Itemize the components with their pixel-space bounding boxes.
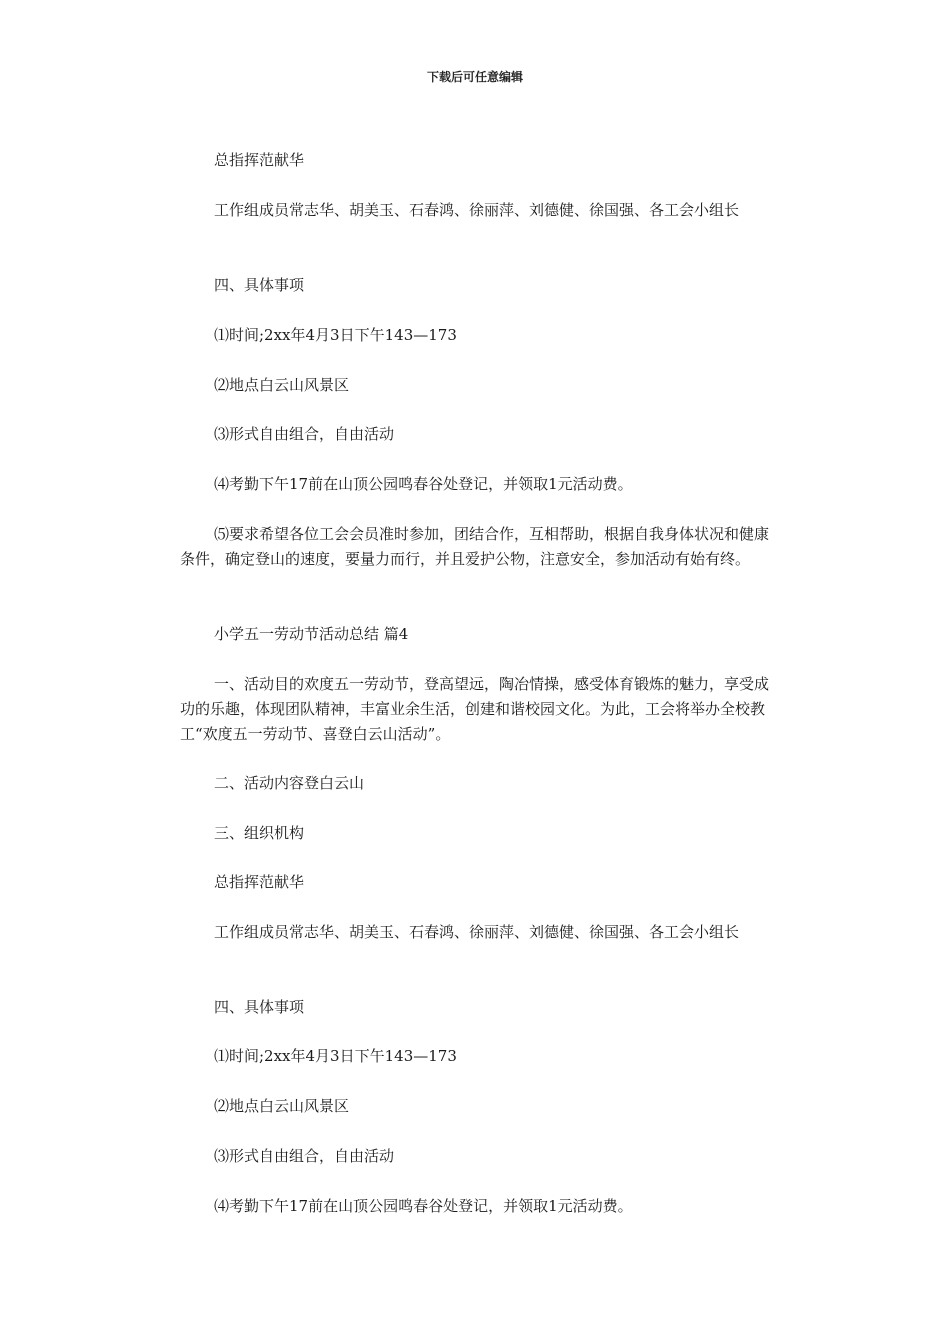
paragraph-commander: 总指挥范献华 [214, 151, 305, 169]
paragraph-content: 二、活动内容登白云山 [214, 774, 365, 792]
paragraph-item-form: ⑶形式自由组合，自由活动 [214, 425, 395, 443]
paragraph-item-attendance-2: ⑷考勤下午17前在山顶公园鸣春谷处登记，并领取1元活动费。 [214, 1197, 633, 1215]
paragraph-item-time: ⑴时间;2xx年4月3日下午143—173 [214, 326, 457, 344]
paragraph-item-time-2: ⑴时间;2xx年4月3日下午143—173 [214, 1047, 457, 1065]
paragraph-work-group-2: 工作组成员常志华、胡美玉、石春鸿、徐丽萍、刘德健、徐国强、各工会小组长 [214, 923, 740, 941]
paragraph-item-attendance: ⑷考勤下午17前在山顶公园鸣春谷处登记，并领取1元活动费。 [214, 475, 633, 493]
page-header: 下载后可任意编辑 [426, 70, 523, 84]
paragraph-purpose: 一、活动目的欢度五一劳动节，登高望远，陶冶情操，感受体育锻炼的魅力，享受成功的乐趣，体现团队精神，丰富业余生活，创建和谐校园文化。为此，工会将举办全校教工“欢度五一劳动节、喜登白云山活动”。 [180, 675, 770, 743]
paragraph-work-group: 工作组成员常志华、胡美玉、石春鸿、徐丽萍、刘德健、徐国强、各工会小组长 [214, 201, 740, 219]
paragraph-organization: 三、组织机构 [214, 824, 305, 842]
paragraph-item-location-2: ⑵地点白云山风景区 [214, 1097, 350, 1115]
paragraph-item-form-2: ⑶形式自由组合，自由活动 [214, 1147, 395, 1165]
paragraph-item-requirements: ⑸要求希望各位工会会员准时参加，团结合作，互相帮助，根据自我身体状况和健康条件，确定登山的速度，要量力而行，并且爱护公物，注意安全，参加活动有始有终。 [180, 525, 770, 568]
section-heading-details-2: 四、具体事项 [214, 998, 305, 1016]
paragraph-item-location: ⑵地点白云山风景区 [214, 376, 350, 394]
section-heading-details: 四、具体事项 [214, 276, 305, 294]
paragraph-commander-2: 总指挥范献华 [214, 873, 305, 891]
section-title-part-4: 小学五一劳动节活动总结 篇4 [214, 625, 409, 643]
